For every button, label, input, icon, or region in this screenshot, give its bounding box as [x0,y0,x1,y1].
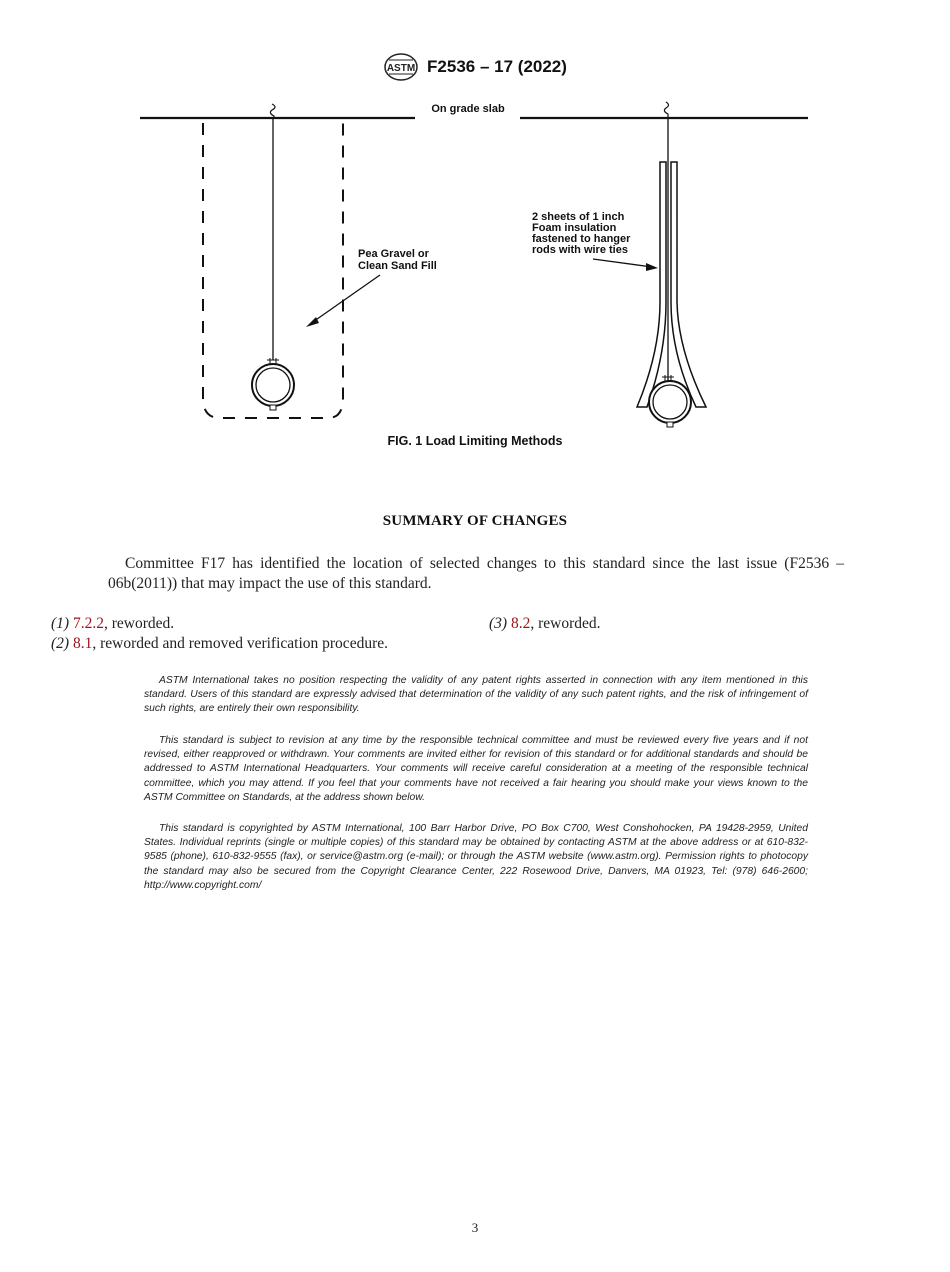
label-foam-1: 2 sheets of 1 inch [532,211,625,223]
label-on-grade-slab: On grade slab [431,103,505,115]
change-text: , reworded. [530,615,601,632]
pipe-left [252,364,294,410]
arrow-foam [593,259,652,267]
change-number: (3) [489,615,508,632]
change-item [51,614,388,634]
changes-list-col2 [489,614,600,634]
arrow-gravel [310,275,380,324]
document-id: F2536 – 17 (2022) [427,57,567,76]
label-foam-4: rods with wire ties [532,244,628,256]
change-text: , reworded and removed verification procedure. [92,635,388,652]
label-foam-3: fastened to hanger [532,233,631,245]
change-number: (2) [51,635,70,652]
change-text: , reworded. [103,615,175,632]
change-item [51,634,388,654]
changes-list-col1 [51,614,388,654]
copyright-notice: This standard is copyrighted by ASTM International, 100 Barr Harbor Drive, PO Box C700, West Conshohocken, PA 19428-2959, United States. Individual reprints (single or multiple copies) of this standard may be obtained by contacting ASTM at the above address or at 610-832-9585 (phone), 610-832-9555 (fax), or service@astm.org (e-mail); or through the ASTM website (www.astm.org). Permission rights to photocopy the standard may also be secured from the Copyright Clearance Center, 222 Rosewood Drive, Danvers, MA 01923, Tel: (978) 646-2600; http://www.copyright.com/ [144,823,808,891]
label-gravel-1: Pea Gravel or [358,248,429,260]
foam-insulation [637,162,706,407]
page-header [0,52,950,87]
change-number: (1) [51,615,70,632]
summary-body: Committee F17 has identified the location of selected changes to this standard since the last issue (F2536 – 06b(2011)) that may impact the use of this standard. [108,555,844,592]
change-ref-link[interactable]: 7.2.2 [72,615,104,632]
hanger-break-left [270,104,275,118]
label-gravel-2: Clean Sand Fill [358,260,437,272]
page-number: 3 [471,1220,479,1235]
logo-text: ASTM [386,63,416,74]
figure-load-limiting [120,92,840,432]
pipe-right [649,381,691,427]
patent-notice: ASTM International takes no position respecting the validity of any patent rights asserted in connection with any item mentioned in this standard. Users of this standard are expressly advised that determination of the validity of any such patent rights, and the risk of infringement of such rights, are entirely their own responsibility. [144,675,808,715]
change-item [489,614,600,634]
hanger-break-right [664,102,668,118]
figure-caption: FIG. 1 Load Limiting Methods [387,434,563,448]
revision-notice: This standard is subject to revision at any time by the responsible technical committee and must be reviewed every five years and if not revised, either reapproved or withdrawn. Your comments are invited either for revision of this standard or for additional standards and should be addressed to ASTM International Headquarters. Your comments will receive careful consideration at a meeting of the responsible technical committee, which you may attend. If you feel that your comments have not received a fair hearing you should make your views known to the ASTM Committee on Standards, at the address shown below. [144,735,808,803]
astm-logo-icon [383,52,419,82]
label-foam-2: Foam insulation [532,222,617,234]
summary-title: SUMMARY OF CHANGES [382,513,568,529]
change-ref-link[interactable]: 8.1 [72,635,93,652]
change-ref-link[interactable]: 8.2 [510,615,531,632]
